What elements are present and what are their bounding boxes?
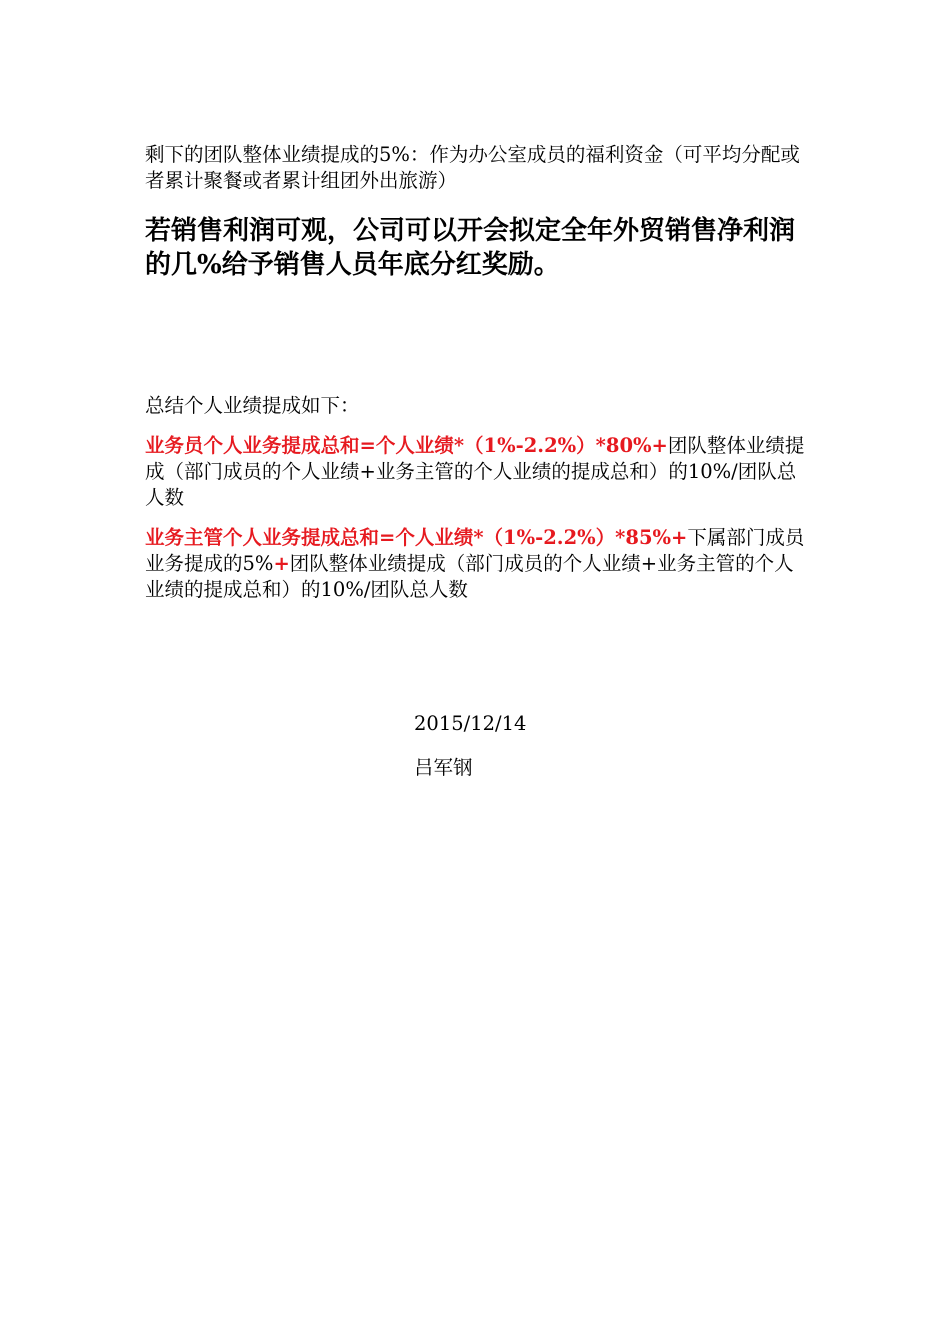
supervisor-commission-formula <box>145 525 810 603</box>
signature-name: 吕军钢 <box>414 756 473 779</box>
supervisor-formula-plus: + <box>273 552 290 575</box>
summary-heading: 总结个人业绩提成如下： <box>145 394 360 417</box>
staff-commission-formula <box>145 433 810 511</box>
profit-sharing-paragraph: 若销售利润可观，公司可以开会拟定全年外贸销售净利润的几%给予销售人员年底分红奖励。 <box>145 216 796 280</box>
signature-date: 2015/12/14 <box>414 712 527 735</box>
welfare-paragraph: 剩下的团队整体业绩提成的5%：作为办公室成员的福利资金（可平均分配或者累计聚餐或者累计组团外出旅游） <box>145 143 800 192</box>
staff-formula-highlight: 业务员个人业务提成总和=个人业绩*（1%-2.2%）*80%+ <box>145 434 668 457</box>
document-body <box>145 140 810 603</box>
supervisor-formula-text-2: 团队整体业绩提成（部门成员的个人业绩+业务主管的个人业绩的提成总和）的10%/团队总人数 <box>145 552 794 601</box>
staff-formula-text: 团队整体业绩提成（部门成员的个人业绩+业务主管的个人业绩的提成总和）的10%/团队总人数 <box>145 434 805 509</box>
supervisor-formula-highlight: 业务主管个人业务提成总和=个人业绩*（1%-2.2%）*85%+ <box>145 526 688 549</box>
supervisor-formula-text-1: 下属部门成员业务提成的5% <box>145 526 805 575</box>
